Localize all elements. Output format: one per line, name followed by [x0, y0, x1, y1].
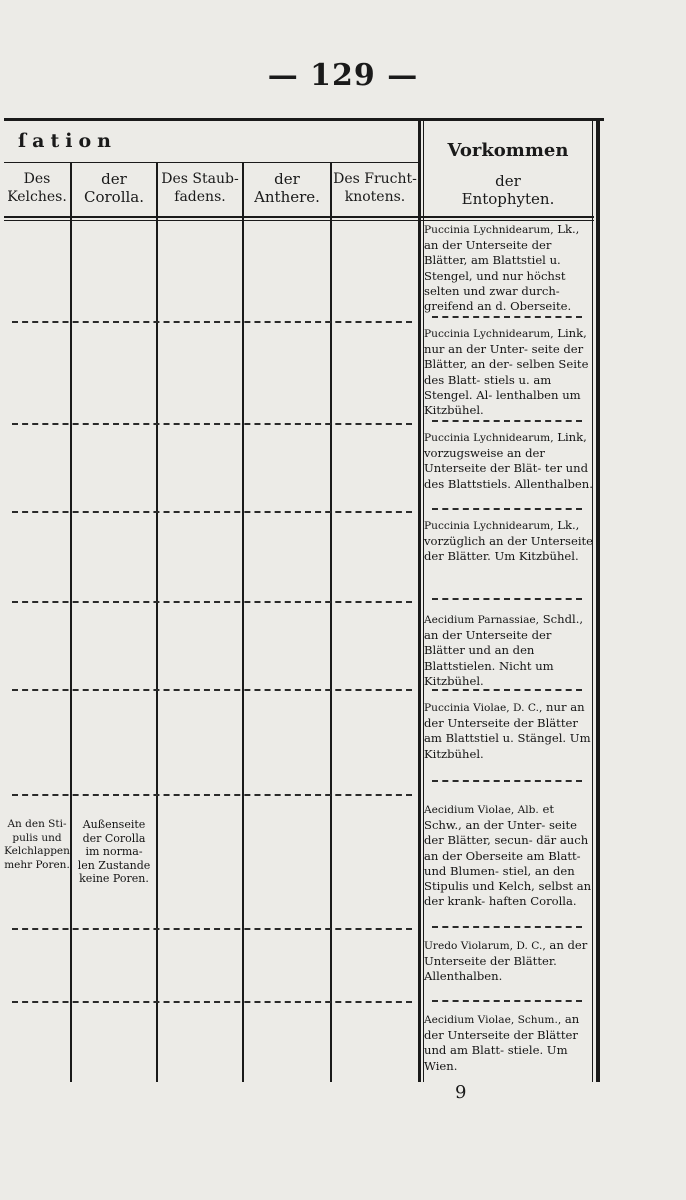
- entry-separator: [432, 689, 582, 691]
- row-separator: [12, 601, 412, 603]
- entry-name: Aecidium Violae, Schum.,: [424, 1014, 562, 1026]
- col-header-corolla: der Corolla.: [83, 170, 144, 206]
- col-divider-3: [242, 163, 244, 1082]
- header-main-right: Vorkommen: [447, 140, 569, 161]
- entry-text: an der Unterseite der Blätter. Allenthalben.: [424, 938, 588, 984]
- entry-9: [424, 1012, 594, 1074]
- header-bottom-border: [4, 216, 594, 218]
- entry-text: Lk., vorzüglich an der Unterseite der Blätter. Um Kitzbühel.: [424, 518, 594, 564]
- entry-text: Link, nur an der Unter- seite der Blätter, an der- selben Seite des Blatt- stiels u. am Stengel. Al- lenthalben um Kitzbühel.: [424, 326, 589, 418]
- entry-name: Aecidium Violae, Alb.: [424, 804, 539, 816]
- entry-separator: [432, 780, 582, 782]
- entry-text: an der Unterseite der Blätter und am Blatt- stiele. Um Wien.: [424, 1012, 580, 1073]
- row-separator: [12, 321, 412, 323]
- entry-name: Puccinia Lychnidearum,: [424, 224, 554, 236]
- row-separator: [12, 1001, 412, 1003]
- entry-separator: [432, 598, 582, 600]
- entry-name: Puccinia Lychnidearum,: [424, 328, 554, 340]
- col-header-entophyten: der Entophyten.: [461, 172, 555, 208]
- header-divider-upper: [4, 162, 418, 163]
- col-header-staubfaden: Des Staub- fadens.: [161, 171, 239, 205]
- col-divider-2: [156, 163, 158, 1082]
- col-header-kelch: Des Kelches.: [7, 171, 67, 205]
- entry-separator: [432, 316, 582, 318]
- signature-mark: 9: [455, 1082, 467, 1103]
- table-right-border: [596, 118, 600, 1082]
- entry-7: [424, 802, 594, 909]
- row-separator: [12, 794, 412, 796]
- entry-4: [424, 518, 594, 565]
- kelch-cell: An den Sti- pulis und Kelchlappen mehr Poren.: [4, 818, 70, 871]
- entry-2: [424, 326, 594, 418]
- col-header-fruchtknoten: Des Frucht- knotens.: [333, 171, 417, 205]
- entry-text: Link, vorzugsweise an der Unterseite der Blät- ter und des Blattstiels. Allenthalben.: [424, 430, 593, 491]
- entry-8: [424, 938, 594, 985]
- entry-separator: [432, 420, 582, 422]
- col-divider-4: [330, 163, 332, 1082]
- entry-separator: [432, 926, 582, 928]
- header-bottom-border-2: [4, 220, 594, 221]
- entry-text: Lk., an der Unterseite der Blätter, am Blattstiel u. Stengel, und nur höchst selten und zwar durch- greifend an d. Oberseite.: [424, 222, 580, 314]
- entry-name: Puccinia Lychnidearum,: [424, 520, 554, 532]
- row-separator: [12, 511, 412, 513]
- col-header-anthere: der Anthere.: [254, 170, 320, 206]
- entry-text: et Schw., an der Unter- seite der Blätter, secun- där auch an der Oberseite am Blatt- und Blumen- stiel, an den Stipulis und Kelch, selbst an der krank- haften Corolla.: [424, 802, 592, 909]
- entry-separator: [432, 508, 582, 510]
- page-number: — 129 —: [267, 58, 419, 93]
- entry-1: [424, 222, 594, 314]
- entry-name: Puccinia Lychnidearum,: [424, 432, 554, 444]
- header-main-left: ſation: [18, 130, 117, 152]
- entry-5: [424, 612, 594, 689]
- col-divider-1: [70, 163, 72, 1082]
- row-separator: [12, 423, 412, 425]
- table-top-border: [4, 118, 604, 121]
- entry-text: nur an der Unterseite der Blätter am Blattstiel u. Stängel. Um Kitzbühel.: [424, 700, 591, 761]
- row-separator: [12, 928, 412, 930]
- corolla-cell: Außenseite der Corolla im norma- len Zustande keine Poren.: [77, 818, 151, 885]
- entry-name: Uredo Violarum, D. C.,: [424, 940, 546, 952]
- row-separator: [12, 689, 412, 691]
- entry-separator: [432, 1000, 582, 1002]
- entry-text: Schdl., an der Unterseite der Blätter und an den Blattstielen. Nicht um Kitzbühel.: [424, 612, 584, 688]
- entry-3: [424, 430, 594, 492]
- entry-6: [424, 700, 594, 762]
- entophyten-divider: [418, 118, 421, 1082]
- entry-name: Puccinia Violae, D. C.,: [424, 702, 543, 714]
- entry-name: Aecidium Parnassiae,: [424, 614, 540, 626]
